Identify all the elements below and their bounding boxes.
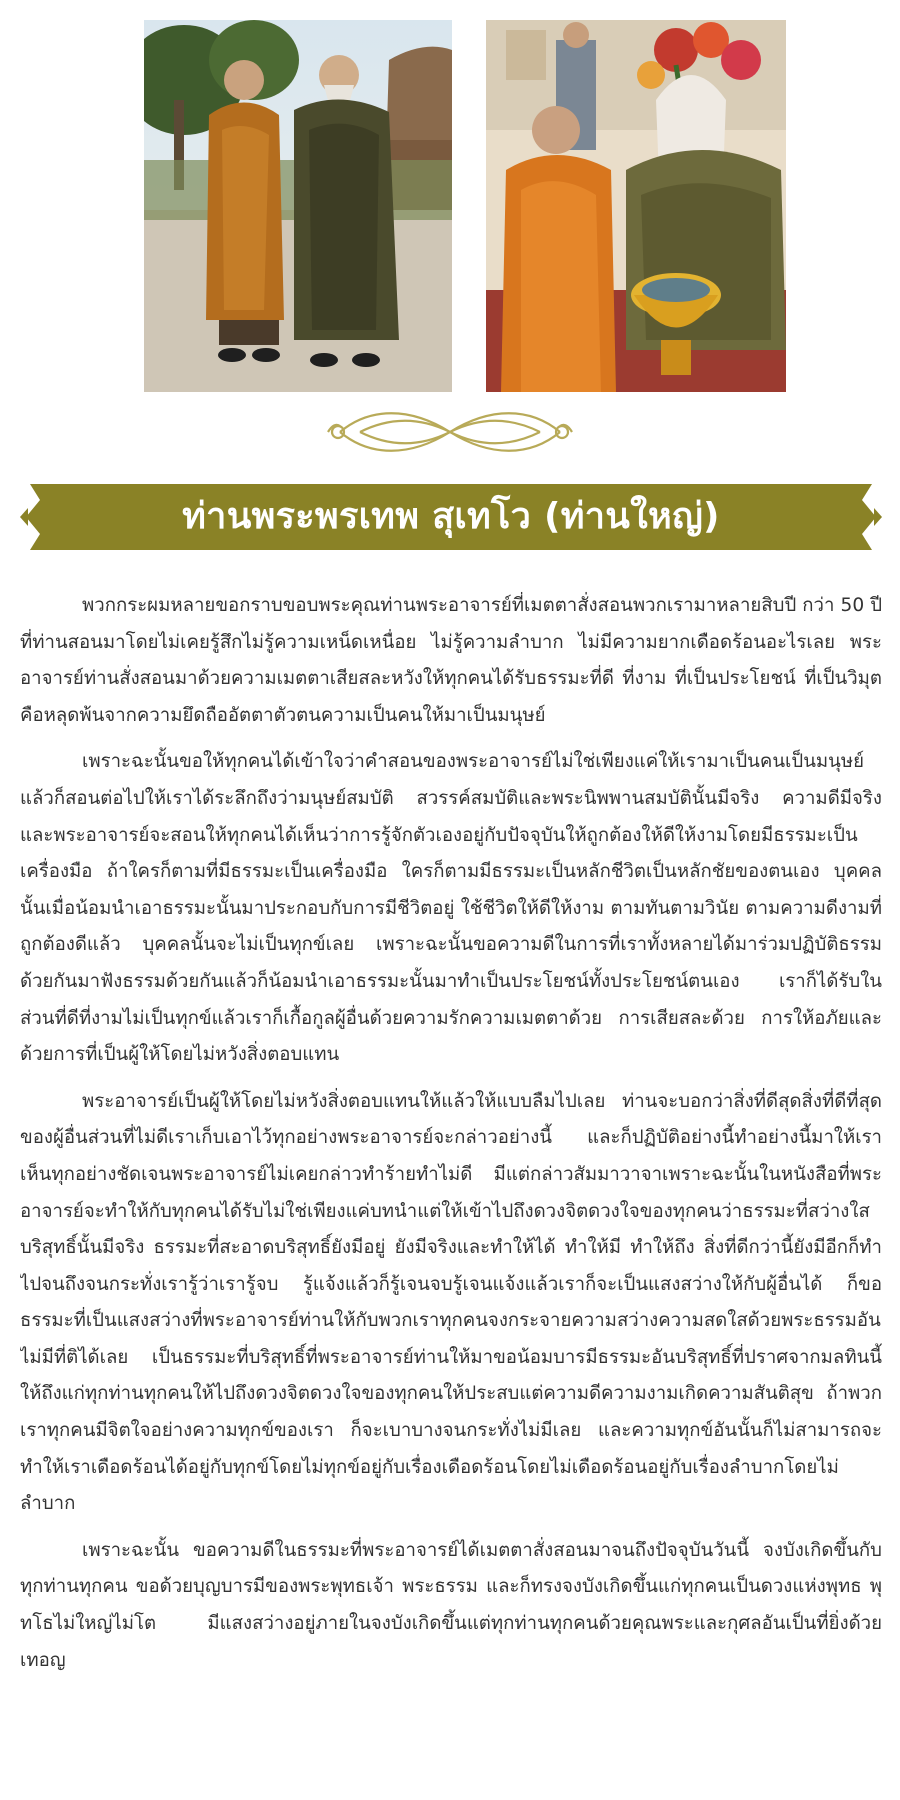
paragraph: พวกกระผมหลายขอกราบขอบพระคุณท่านพระอาจารย์ที่เมตตาสั่งสอนพวกเรามาหลายสิบปี กว่า 50 ปี ที่ท่านสอนมาโดยไม่เคยรู้สึกไม่รู้ความเหน็ดเหนื่อย ไม่รู้ความลำบาก ไม่มีความยากเดือดร้อนอะไรเลย พระอาจารย์ท่านสั่งสอนมาด้วยความเมตตาเสียสละหวังให้ทุกคนได้รับธรรมะที่ดี ที่งาม ที่เป็นประโยชน์ ที่เป็นวิมุตคือหลุดพ้นจากความยึดถืออัตตาตัวตนความเป็นคนให้มาเป็นมนุษย์ [20, 595, 882, 726]
photo-monks-greeting [486, 20, 786, 392]
article-body [20, 588, 882, 1788]
paragraph: เพราะฉะนั้นขอให้ทุกคนได้เข้าใจว่าคำสอนของพระอาจารย์ไม่ใช่เพียงแค่ให้เรามาเป็นคนเป็นมนุษย์ แล้วก็สอนต่อไปให้เราได้ระลึกถึงว่ามนุษย์สมบัติ สวรรค์สมบัติและพระนิพพานสมบัตินั้นมีจริง ความดีมีจริง และพระอาจารย์จะสอนให้ทุกคนได้เห็นว่าการรู้จักตัวเองอยู่กับปัจจุบันให้ถูกต้องให้ดีให้งามโดยมีธรรมะเป็นเครื่องมือ ถ้าใครก็ตามที่มีธรรมะเป็นเครื่องมือ ใครก็ตามมีธรรมะเป็นหลักชีวิตเป็นหลักชัยของตนเอง บุคคลนั้นเมื่อน้อมนำเอาธรรมะนั้นมาประกอบกับการมีชีวิตอยู่ ใช้ชีวิตให้ดีให้งาม ตามทันตามวินัย ตามความดีงามที่ถูกต้องดีแล้ว บุคคลนั้นจะไม่เป็นทุกข์เลย เพราะฉะนั้นขอความดีในการที่เราทั้งหลายได้มาร่วมปฏิบัติธรรมด้วยกันมาฟังธรรมด้วยกันแล้วก็น้อมนำเอาธรรมะนั้นมาทำเป็นประโยชน์ทั้งประโยชน์ตนเอง เราก็ได้รับในส่วนที่ดีที่งามไม่เป็นทุกข์แล้วเราก็เกื้อกูลผู้อื่นด้วยความรักความเมตตาด้วย การเสียสละด้วย การให้อภัยและด้วยการที่เป็นผู้ให้โดยไม่หวังสิ่งตอบแทน [20, 751, 882, 1066]
scroll-flourish-icon [320, 402, 580, 462]
paragraph: เพราะฉะนั้น ขอความดีในธรรมะที่พระอาจารย์ได้เมตตาสั่งสอนมาจนถึงปัจจุบันวันนี้ จงบังเกิดขึ้นกับทุกท่านทุกคน ขอด้วยบุญบารมีของพระพุทธเจ้า พระธรรม และก็ทรงจงบังเกิดขึ้นแก่ทุกคนเป็นดวงแห่งพุทธ พุทโธไม่ใหญ่ไม่โต มีแสงสว่างอยู่ภายในจงบังเกิดขึ้นแต่ทุกท่านทุกคนด้วยคุณพระและกุศลอันเป็นที่ยิ่งด้วยเทอญ [20, 1539, 882, 1671]
page-title: ท่านพระพรเทพ สุเทโว (ท่านใหญ่) [182, 496, 720, 537]
photo-monks-at-stupa [144, 20, 452, 392]
title-banner [20, 478, 882, 556]
photo-row [0, 20, 900, 392]
paragraph: พระอาจารย์เป็นผู้ให้โดยไม่หวังสิ่งตอบแทนให้แล้วให้แบบลืมไปเลย ท่านจะบอกว่าสิ่งที่ดีสุดสิ่งที่ดีที่สุดของผู้อื่นส่วนที่ไม่ดีเราเก็บเอาไว้ทุกอย่างพระอาจารย์จะกล่าวอย่างนี้ และก็ปฏิบัติอย่างนี้ทำอย่างนี้มาให้เราเห็นทุกอย่างชัดเจนพระอาจารย์ไม่เคยกล่าวทำร้ายทำไม่ดี มีแต่กล่าวสัมมาวาจาเพราะฉะนั้นในหนังสือที่พระอาจารย์จะทำให้กับทุกคนได้รับไม่ใช่เพียงแค่บทนำแต่ให้เข้าไปถึงดวงจิตดวงใจของทุกคนว่าธรรมะที่สว่างใสบริสุทธิ์นั้นมีจริง ธรรมะที่สะอาดบริสุทธิ์ยังมีอยู่ ยังมีจริงและทำให้ได้ ทำให้มี ทำให้ถึง สิ่งที่ดีกว่านี้ยังมีอีกก็ทำไปจนถึงจนกระทั่งเรารู้ว่าเรารู้จบ รู้แจ้งแล้วก็รู้เจนจบรู้เจนแจ้งแล้วเราก็จะเป็นแสงสว่างให้กับผู้อื่นได้ ก็ขอธรรมะที่เป็นแสงสว่างที่พระอาจารย์ท่านให้กับพวกเราทุกคนจงกระจายความสว่างความสดใสด้วยพระธรรมอันไม่มีที่ติได้เลย เป็นธรรมะที่บริสุทธิ์ที่พระอาจารย์ท่านให้มาขอน้อมบารมีธรรมะอันบริสุทธิ์ที่ปราศจากมลทินนี้ให้ถึงแก่ทุกท่านทุกคนให้ไปถึงดวงจิตดวงใจของทุกคนให้ประสบแต่ความดีความงามเกิดความสันติสุข ถ้าพวกเราทุกคนมีจิตใจอย่างความทุกข์ของเรา ก็จะเบาบางจนกระทั่งไม่มีเลย และความทุกข์อันนั้นก็ไม่สามารถจะทำให้เราเดือดร้อนได้อยู่กับทุกข์โดยไม่ทุกข์อยู่กับเรื่องเดือดร้อนโดยไม่เดือดร้อนอยู่กับเรื่องลำบากโดยไม่ลำบาก [20, 1090, 882, 1515]
